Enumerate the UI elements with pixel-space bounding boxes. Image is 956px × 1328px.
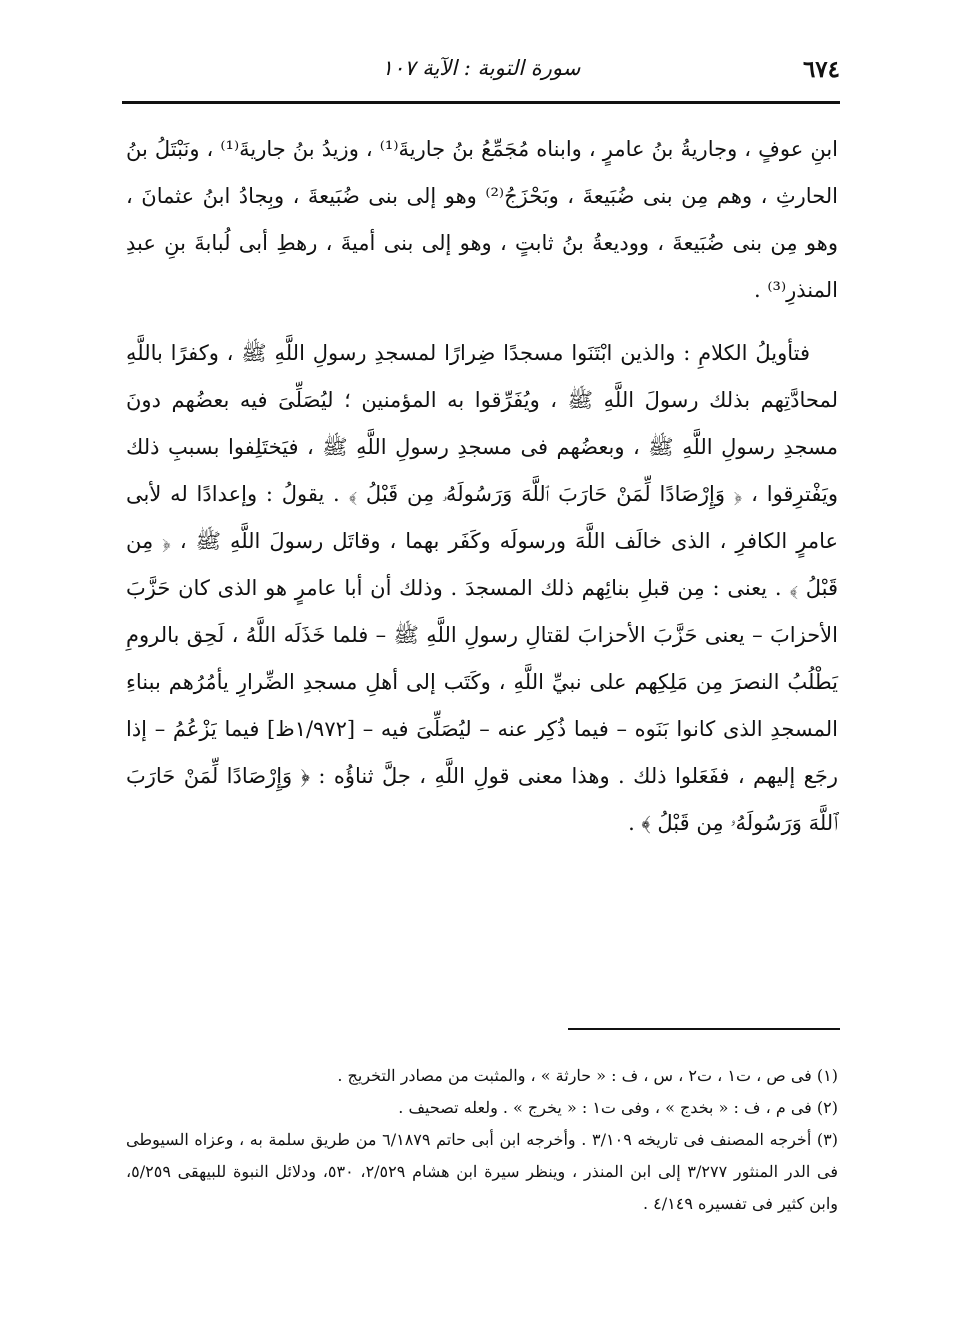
paragraph-1: ابنِ عوفٍ ، وجاريةُ بنُ عامرٍ ، وابناه مُجَمِّعُ بنُ جاريةَ⁽¹⁾ ، وزيدُ بنُ جاريةَ⁽¹⁾ ، ونَبْتَلُ بنُ الحارثِ ، وهم مِن بنى ضُبَيعةَ ، وبَحْزَجُ⁽²⁾ وهو إلى بنى ضُبَيعةَ ، وبِجادُ ابنُ عثمانَ ، وهو مِن بنى ضُبَيعةَ ، ووديعةُ بنُ ثابتٍ ، وهو إلى بنى أميةَ ، رهطِ أبى لُبابةَ بنِ عبدِ المنذرِ⁽³⁾ . (126, 137, 839, 302)
header-divider (122, 101, 840, 104)
footnote-divider (568, 1028, 840, 1030)
page-number: ٦٧٤ (802, 56, 840, 83)
paragraph-2: فتأويلُ الكلامِ : والذين ابْتَنَوا مسجدًا ضِرارًا لمسجدِ رسولِ اللَّهِ ﷺ ، وكفرًا باللَّهِ لمحادَّتِهم بذلك رسولَ اللَّهِ ﷺ ، ويُفَرِّقوا به المؤمنين ؛ ليُصَلِّىَ فيه بعضُهم دونَ مسجدِ رسولِ اللَّهِ ﷺ ، وبعضُهم فى مسجدِ رسولِ اللَّهِ ﷺ ، فيَختَلِفوا بسببِ ذلك ويَفْترِقوا ، ﴿ وَإِرْصَادًا لِّمَنْ حَارَبَ ٱللَّهَ وَرَسُولَهُۥ مِن قَبْلُ ﴾ . يقولُ : وإعدادًا له لأبى عامرٍ الكافرِ ، الذى خالَف اللَّهَ ورسولَه وكَفَر بهما ، وقاتَل رسولَ اللَّهِ ﷺ ، ﴿ مِن قَبْلُ ﴾ . يعنى : مِن قبلِ بنائِهم ذلك المسجدَ . وذلك أن أبا عامرٍ هو الذى كان حَزَّبَ الأحزابَ – يعنى حَزَّبَ الأحزابَ لقتالِ رسولِ اللَّهِ ﷺ – فلما خَذَلَه اللَّهُ ، لَحِق بالرومِ يَطْلُبُ النصرَ مِن مَلِكِهم على نبيِّ اللَّهِ ، وكَتَب إلى أهلِ مسجدِ الضِّرارِ يأمُرُهم ببناءِ المسجدِ الذى كانوا بَنَوه – فيما ذُكِر عنه – ليُصَلِّىَ فيه – [١/٩٧٢ظ] فيما يَزْعُمُ – إذا رجَع إليهم ، ففَعَلوا ذلك . وهذا معنى قولِ اللَّهِ ، جلَّ ثناؤُه : ﴿ وَإِرْصَادًا لِّمَنْ حَارَبَ ٱللَّهَ وَرَسُولَهُۥ مِن قَبْلُ ﴾ . (126, 341, 838, 835)
footnote-2: (٢) فى م ، ف : « بخدج » ، وفى ت١ : « يخرج » . ولعله تصحيف . (398, 1098, 838, 1117)
footnote-3: (٣) أخرجه المصنف فى تاريخه ٣/١٠٩ . وأخرجه ابن أبى حاتم ٦/١٨٧٩ من طريق سلمة به ، وعزاه السيوطى فى الدر المنثور ٣/٢٧٧ إلى ابن المنذر ، وينظر سيرة ابن هشام ٢/٥٢٩، ٥٣٠، ودلائل النبوة للبيهقى ٥/٢٥٩، وابن كثير فى تفسيره ٤/١٤٩ . (126, 1130, 839, 1213)
footnotes (126, 1060, 838, 1220)
page-header (122, 52, 840, 96)
running-title: سورة التوبة : الآية ١٠٧ (381, 56, 581, 80)
main-text (126, 126, 838, 847)
footnote-1: (١) فى ص ، ت١ ، ت٢ ، س ، ف : « حارثة » ، والمثبت من مصادر التخريج . (337, 1066, 838, 1085)
